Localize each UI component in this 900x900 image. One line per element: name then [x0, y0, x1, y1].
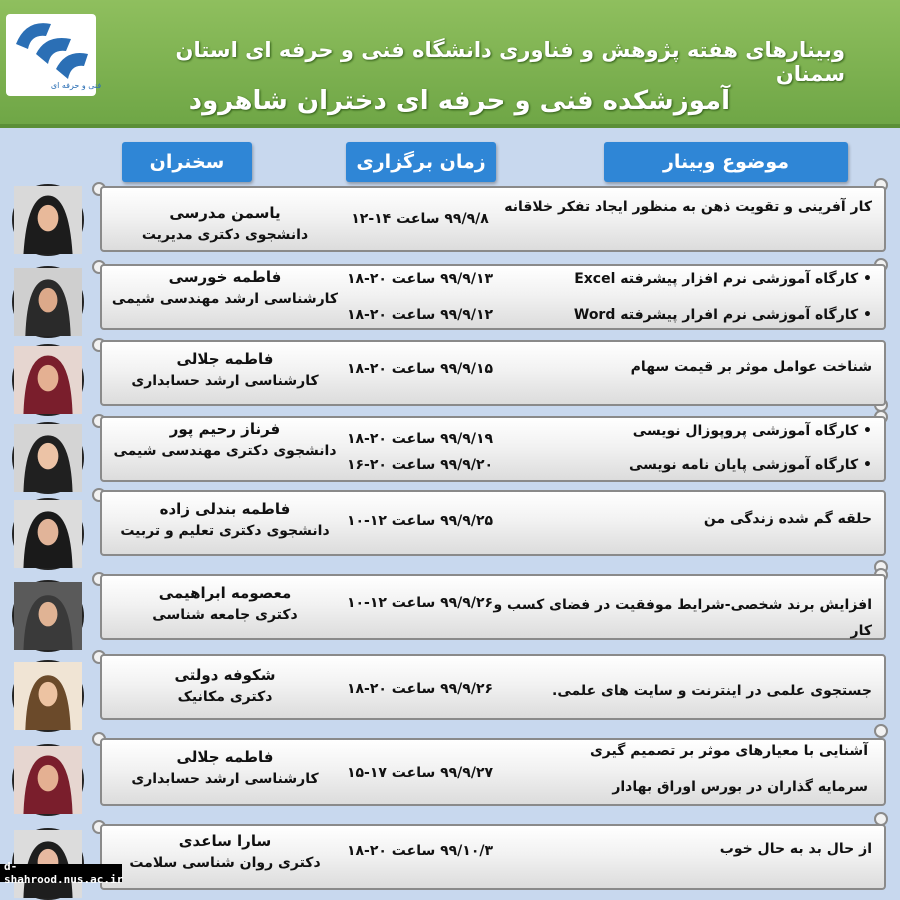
webinar-topic: • کارگاه آموزشی پایان نامه نویسی: [502, 452, 872, 478]
header-title: وبینارهای هفته پژوهش و فناوری دانشگاه فنی و حرفه ای استان سمنان: [175, 38, 845, 86]
site-url: d-shahrood.nus.ac.ir: [0, 864, 122, 882]
speaker-name: فرناز رحیم پور: [169, 420, 281, 438]
webinar-topic: کار آفرینی و تقویت ذهن به منظور ایجاد تفکر خلاقانه: [504, 199, 872, 215]
session-time: ۹۹/۹/۱۵ ساعت ۲۰-۱۸: [346, 361, 494, 377]
header-banner: [0, 0, 900, 128]
speaker-degree: دکتری روان شناسی سلامت: [129, 855, 321, 871]
table-row: [0, 574, 900, 648]
webinar-topic: حلقه گم شده زندگی من: [703, 511, 872, 527]
speaker-degree: کارشناسی ارشد حسابداری: [131, 373, 319, 389]
column-topic: موضوع وبینار: [604, 142, 848, 182]
webinar-topic: شناخت عوامل موثر بر قیمت سهام: [630, 359, 872, 375]
session-time: ۹۹/۹/۸ ساعت ۱۴-۱۲: [351, 211, 489, 227]
speaker-degree: دانشجوی دکتری تعلیم و تربیت: [120, 523, 330, 539]
speaker-name: فاطمه خورسی: [168, 268, 282, 286]
speaker-degree: دکتری مکانیک: [177, 689, 273, 705]
avatar: [12, 580, 84, 652]
avatar: [12, 422, 84, 494]
webinar-topic: آشنایی با معیارهای موثر بر تصمیم گیری: [589, 743, 868, 759]
column-speaker: سخنران: [122, 142, 252, 182]
webinar-topic: افزایش برند شخصی-شرایط موفقیت در فضای کسب و کار: [493, 597, 872, 639]
avatar: [12, 266, 84, 338]
webinar-topic: جستجوی علمی در اینترنت و سایت های علمی.: [552, 683, 872, 699]
session-time: ۹۹/۹/۲۷ ساعت ۱۷-۱۵: [346, 765, 494, 781]
webinar-topic: سرمایه گذاران در بورس اوراق بهادار: [612, 779, 868, 795]
table-row: [0, 654, 900, 728]
speaker-degree: دانشجوی دکتری مدیریت: [141, 227, 309, 243]
session-time: ۹۹/۹/۱۹ ساعت ۲۰-۱۸: [346, 431, 494, 447]
session-time: ۹۹/۹/۲۶ ساعت ۱۲-۱۰: [346, 595, 494, 611]
header-subtitle: آموزشکده فنی و حرفه ای دختران شاهرود: [188, 86, 730, 116]
speaker-degree: کارشناسی ارشد مهندسی شیمی: [111, 291, 339, 307]
webinar-topic: • کارگاه آموزشی نرم افزار پیشرفته Excel: [502, 266, 872, 292]
session-time: ۹۹/۱۰/۳ ساعت ۲۰-۱۸: [346, 843, 494, 859]
avatar: [12, 184, 84, 256]
session-time: ۹۹/۹/۲۵ ساعت ۱۲-۱۰: [346, 513, 494, 529]
session-time: ۹۹/۹/۲۶ ساعت ۲۰-۱۸: [346, 681, 494, 697]
logo-icon: [6, 14, 102, 96]
column-time: زمان برگزاری: [346, 142, 496, 182]
table-row: [0, 182, 900, 256]
svg-text:فنی و حرفه ای: فنی و حرفه ای: [50, 81, 102, 90]
webinar-topic: از حال بد به حال خوب: [719, 841, 872, 857]
table-row: [0, 822, 900, 896]
speaker-degree: کارشناسی ارشد حسابداری: [131, 771, 319, 787]
speaker-name: فاطمه جلالی: [176, 350, 274, 368]
speaker-name: معصومه ابراهیمی: [158, 584, 292, 602]
speaker-name: فاطمه بندلی زاده: [159, 500, 291, 518]
avatar: [12, 498, 84, 570]
speaker-degree: دکتری جامعه شناسی: [152, 607, 298, 623]
speaker-name: شکوفه دولتی: [174, 666, 276, 684]
webinar-topic: • کارگاه آموزشی پروپوزال نویسی: [502, 418, 872, 444]
avatar: [12, 744, 84, 816]
speaker-name: یاسمن مدرسی: [169, 204, 281, 222]
session-time: ۹۹/۹/۲۰ ساعت ۲۰-۱۶: [346, 457, 494, 473]
speaker-name: فاطمه جلالی: [176, 748, 274, 766]
avatar: [12, 660, 84, 732]
speaker-name: سارا ساعدی: [178, 832, 272, 850]
session-time: ۹۹/۹/۱۳ ساعت ۲۰-۱۸: [346, 271, 494, 287]
speaker-degree: دانشجوی دکتری مهندسی شیمی: [113, 443, 337, 459]
table-row: [0, 340, 900, 414]
table-row: [0, 736, 900, 810]
session-time: ۹۹/۹/۱۲ ساعت ۲۰-۱۸: [346, 307, 494, 323]
webinar-topic: • کارگاه آموزشی نرم افرار پیشرفته Word: [502, 302, 872, 328]
table-row: [0, 416, 900, 490]
avatar: [12, 344, 84, 416]
table-row: [0, 492, 900, 566]
table-row: [0, 262, 900, 336]
